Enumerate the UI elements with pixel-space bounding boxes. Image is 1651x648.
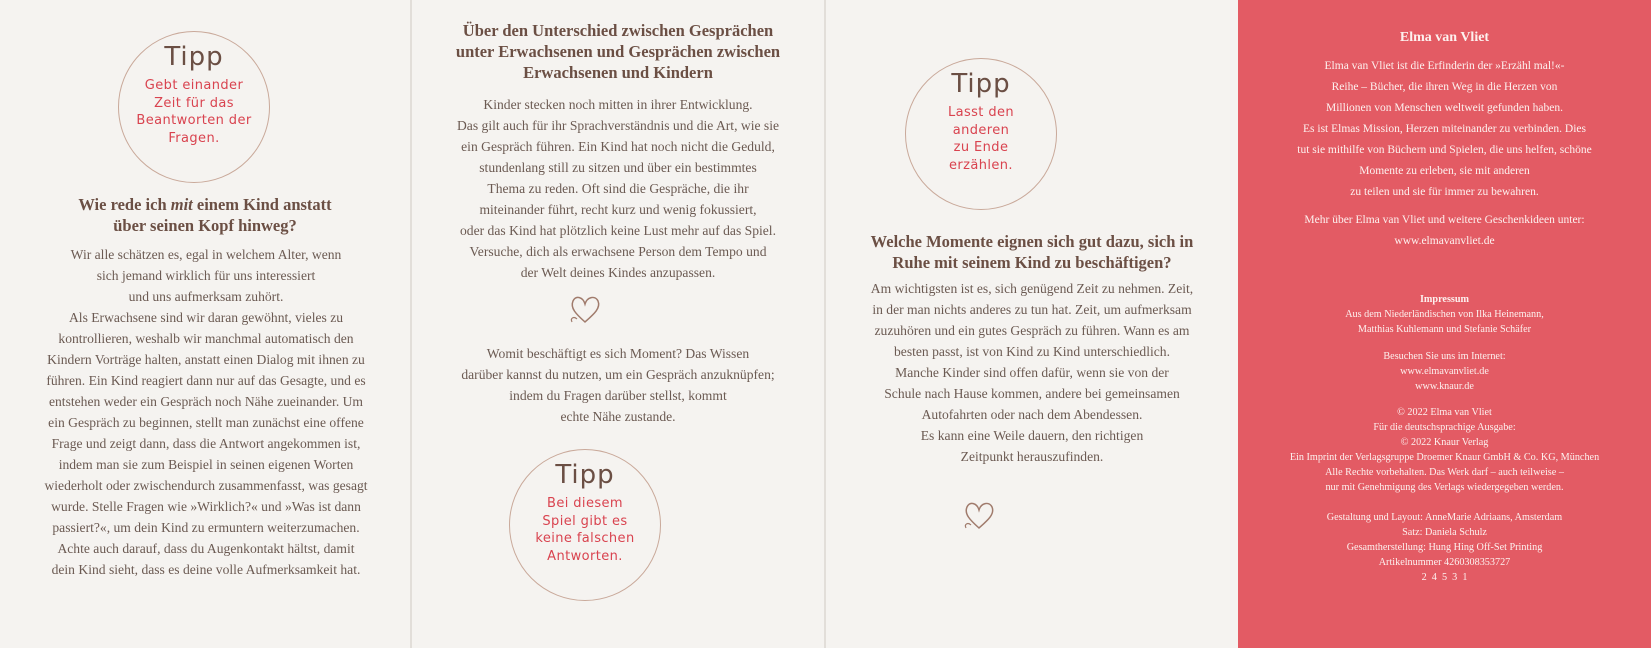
panel-2 (412, 0, 824, 648)
tipp-text: Bei diesem Spiel gibt es keine falschen Antworten. (535, 496, 635, 564)
panel-3 (826, 0, 1238, 648)
author-more: Mehr über Elma van Vliet und weitere Geschenkideen unter: www.elmavanvliet.de (1238, 210, 1651, 252)
panel-4-author (1238, 0, 1651, 648)
impressum-link-knaur[interactable]: www.knaur.de (1415, 381, 1474, 392)
author-title: Elma van Vliet (1399, 30, 1490, 45)
tipp-text: Gebt einander Zeit für das Beantworten der Fragen. (136, 78, 252, 146)
impressum-internet: Besuchen Sie uns im Internet: www.elmavanvliet.de www.knaur.de (1238, 349, 1651, 394)
panel-1 (0, 0, 410, 648)
heart-doodle-icon (961, 498, 997, 534)
tipp-label: Tipp (555, 460, 615, 490)
author-website-link[interactable]: www.elmavanvliet.de (1394, 235, 1495, 247)
tipp-circle-3 (905, 58, 1057, 210)
print-run-numbers: 2 4 5 3 1 (1421, 572, 1468, 583)
impressum-production: Gestaltung und Layout: AnneMarie Adriaans, Amsterdam Satz: Daniela Schulz Gesamtherstellung: Hung Hing Off-Set Printing Artikelnummer 4260308353727 2 4 5 3 1 (1238, 510, 1651, 585)
panel1-heading: Wie rede ich mit einem Kind anstatt über seinen Kopf hinweg? (78, 195, 332, 235)
impressum-link-elma[interactable]: www.elmavanvliet.de (1400, 366, 1489, 377)
tipp-label: Tipp (164, 42, 224, 72)
tipp-label: Tipp (951, 69, 1011, 99)
panel3-body: Am wichtigsten ist es, sich genügend Zeit zu nehmen. Zeit, in der man nichts anderes zu tun hat. Zeit, um aufmerksam zuzuhören und ein gutes Gespräch zu führen. Wann es am besten passt, ist von Kind zu Kind unterschiedlich. Manche Kinder sind offen dafür, wenn sie von der Schule nach Hause kommen, andere bei gemeinsamen Autofahrten oder nach dem Abendessen. Es kann eine Weile dauern, den richtigen Zeitpunkt herauszufinden. (870, 281, 1194, 464)
panel2-heading: Über den Unterschied zwischen Gesprächen unter Erwachsenen und Gesprächen zwischen Erwachsenen und Kindern (455, 21, 781, 82)
panel3-heading: Welche Momente eignen sich gut dazu, sich in Ruhe mit seinem Kind zu beschäftigen? (870, 232, 1194, 272)
tipp-text: Lasst den anderen zu Ende erzählen. (947, 105, 1015, 173)
heart-doodle-icon (568, 292, 602, 328)
tipp-circle-1 (118, 31, 270, 183)
panel2-body-1: Kinder stecken noch mitten in ihrer Entwicklung. Das gilt auch für ihr Sprachverständnis und die Art, wie sie ein Gespräch führen. Ein Kind hat noch nicht die Geduld, stundenlang still zu sitzen und über ein bestimmtes Thema zu reden. Oft sind die Gespräche, die ihr miteinander führt, recht kurz und wenig fokussiert, oder das Kind hat plötzlich keine Lust mehr auf das Spiel. Versuche, dich als erwachsene Person dem Tempo und der Welt deines Kindes anzupassen. (456, 97, 780, 280)
panel1-body: Wir alle schätzen es, egal in welchem Alter, wenn sich jemand wirklich für uns interessiert und uns aufmerksam zuhört. Als Erwachsene sind wir daran gewöhnt, vieles zu kontrollieren, weshalb wir manchmal automatisch den Kindern Vorträge halten, anstatt einen Dialog mit ihnen zu führen. Ein Kind reagiert dann nur auf das Gesagte, und es entstehen weder ein Gespräch noch Nähe zueinander. Um ein Gespräch zu beginnen, stellt man zunächst eine offene Frage und zeigt dann, dass die Antwort angekommen ist, indem man sie zum Beispiel in seinen eigenen Worten wiederholt oder zwischendurch zusammenfasst, was gesagt wurde. Stelle Fragen wie »Wirklich?« und »Was ist dann passiert?«, um dein Kind zu ermuntern weiterzumachen. Achte auch darauf, dass du Augenkontakt hältst, damit dein Kind sieht, dass es deine volle Aufmerksamkeit hat. (44, 247, 368, 577)
impressum-copyright: © 2022 Elma van Vliet Für die deutschsprachige Ausgabe: © 2022 Knaur Verlag Ein Imprint der Verlagsgruppe Droemer Knaur GmbH & Co. KG, München Alle Rechte vorbehalten. Das Werk darf – auch teilweise – nur mit Genehmigung des Verlags wiedergegeben werden. (1289, 407, 1600, 493)
panel2-body-2: Womit beschäftigt es sich Moment? Das Wissen darüber kannst du nutzen, um ein Gespräch anzuknüpfen; indem du Fragen darüber stellst, kommt echte Nähe zustande. (461, 346, 775, 424)
impressum-translators: Aus dem Niederländischen von Ilka Heinemann, Matthias Kuhlemann und Stefanie Schäfer (1345, 309, 1544, 335)
tipp-circle-2 (509, 449, 661, 601)
author-about: Elma van Vliet ist die Erfinderin der »Erzähl mal!«- Reihe – Bücher, die ihren Weg in die Herzen von Millionen von Menschen weltweit gefunden haben. Es ist Elmas Mission, Herzen miteinander zu verbinden. Dies tut sie mithilfe von Büchern und Spielen, die uns helfen, schöne Momente zu erleben, sie mit anderen zu teilen und sie für immer zu bewahren. (1297, 60, 1592, 198)
impressum-title: Impressum (1419, 294, 1470, 305)
